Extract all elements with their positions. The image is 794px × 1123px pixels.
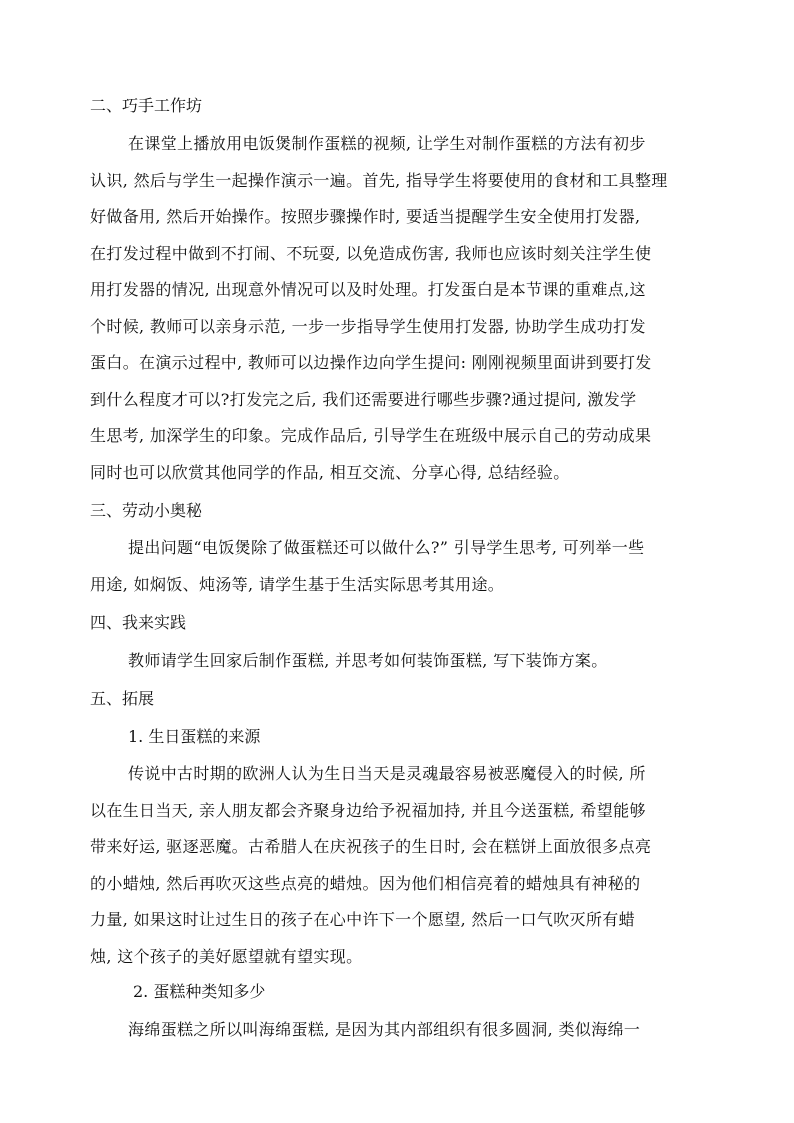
paragraph-line: 用途, 如焖饭、炖汤等, 请学生基于生活实际思考其用途。 <box>90 574 505 594</box>
paragraph-line: 到什么程度才可以?打发完之后, 我们还需要进行哪些步骤?通过提问, 激发学 <box>90 389 637 409</box>
paragraph-line: 生思考, 加深学生的印象。完成作品后, 引导学生在班级中展示自己的劳动成果 <box>90 426 652 445</box>
paragraph-line: 好做备用, 然后开始操作。按照步骤操作时, 要适当提醒学生安全使用打发器, <box>90 207 641 226</box>
subsection-heading-2: 2. 蛋糕种类知多少 <box>133 982 266 1001</box>
section-heading-4: 四、我来实践 <box>90 613 187 632</box>
subsection-2-paragraph <box>90 1012 720 1049</box>
paragraph-line: 用打发器的情况, 出现意外情况可以及时处理。打发蛋白是本节课的重难点,这 <box>90 280 646 299</box>
paragraph-line: 海绵蛋糕之所以叫海绵蛋糕, 是因为其内部组织有很多圆洞, 类似海绵一 <box>128 1020 641 1039</box>
paragraph-line: 同时也可以欣赏其他同学的作品, 相互交流、分享心得, 总结经验。 <box>90 462 570 482</box>
paragraph-line: 教师请学生回家后制作蛋糕, 并思考如何装饰蛋糕, 写下装饰方案。 <box>128 651 608 670</box>
paragraph-line: 认识, 然后与学生一起操作演示一遍。首先, 指导学生将要使用的食材和工具整理 <box>90 170 668 190</box>
paragraph-line: 带来好运, 驱逐恶魔。古希腊人在庆祝孩子的生日时, 会在糕饼上面放很多点亮 <box>90 837 652 856</box>
paragraph-line: 个时候, 教师可以亲身示范, 一步一步指导学生使用打发器, 协助学生成功打发 <box>90 316 646 336</box>
paragraph-line: 传说中古时期的欧洲人认为生日当天是灵魂最容易被恶魔侵入的时候, 所 <box>128 764 646 783</box>
section-3-paragraph <box>90 530 720 603</box>
section-heading-2: 二、巧手工作坊 <box>90 96 203 115</box>
section-4-paragraph <box>90 643 720 680</box>
section-2-paragraph <box>90 126 720 491</box>
section-heading-5: 五、拓展 <box>90 689 155 708</box>
section-heading-3: 三、劳动小奥秘 <box>90 501 203 520</box>
paragraph-line: 在打发过程中做到不打闹、不玩耍, 以免造成伤害, 我师也应该时刻关注学生使 <box>90 243 652 263</box>
paragraph-line: 的小蜡烛, 然后再吹灭这些点亮的蜡烛。因为他们相信亮着的蜡烛具有神秘的 <box>90 873 641 893</box>
paragraph-line: 在课堂上播放用电饭煲制作蛋糕的视频, 让学生对制作蛋糕的方法有初步 <box>128 134 646 153</box>
subsection-heading-1: 1. 生日蛋糕的来源 <box>128 727 261 746</box>
paragraph-line: 提出问题“电饭煲除了做蛋糕还可以做什么?” 引导学生思考, 可列举一些 <box>128 538 645 557</box>
paragraph-line: 烛, 这个孩子的美好愿望就有望实现。 <box>90 946 363 966</box>
subsection-1-paragraph <box>90 756 720 975</box>
paragraph-line: 蛋白。在演示过程中, 教师可以边操作边向学生提问: 刚刚视频里面讲到要打发 <box>90 353 652 372</box>
paragraph-line: 以在生日当天, 亲人朋友都会齐聚身边给予祝福加持, 并且今送蛋糕, 希望能够 <box>90 800 646 820</box>
paragraph-line: 力量, 如果这时让过生日的孩子在心中许下一个愿望, 然后一口气吹灭所有蜡 <box>90 910 635 929</box>
